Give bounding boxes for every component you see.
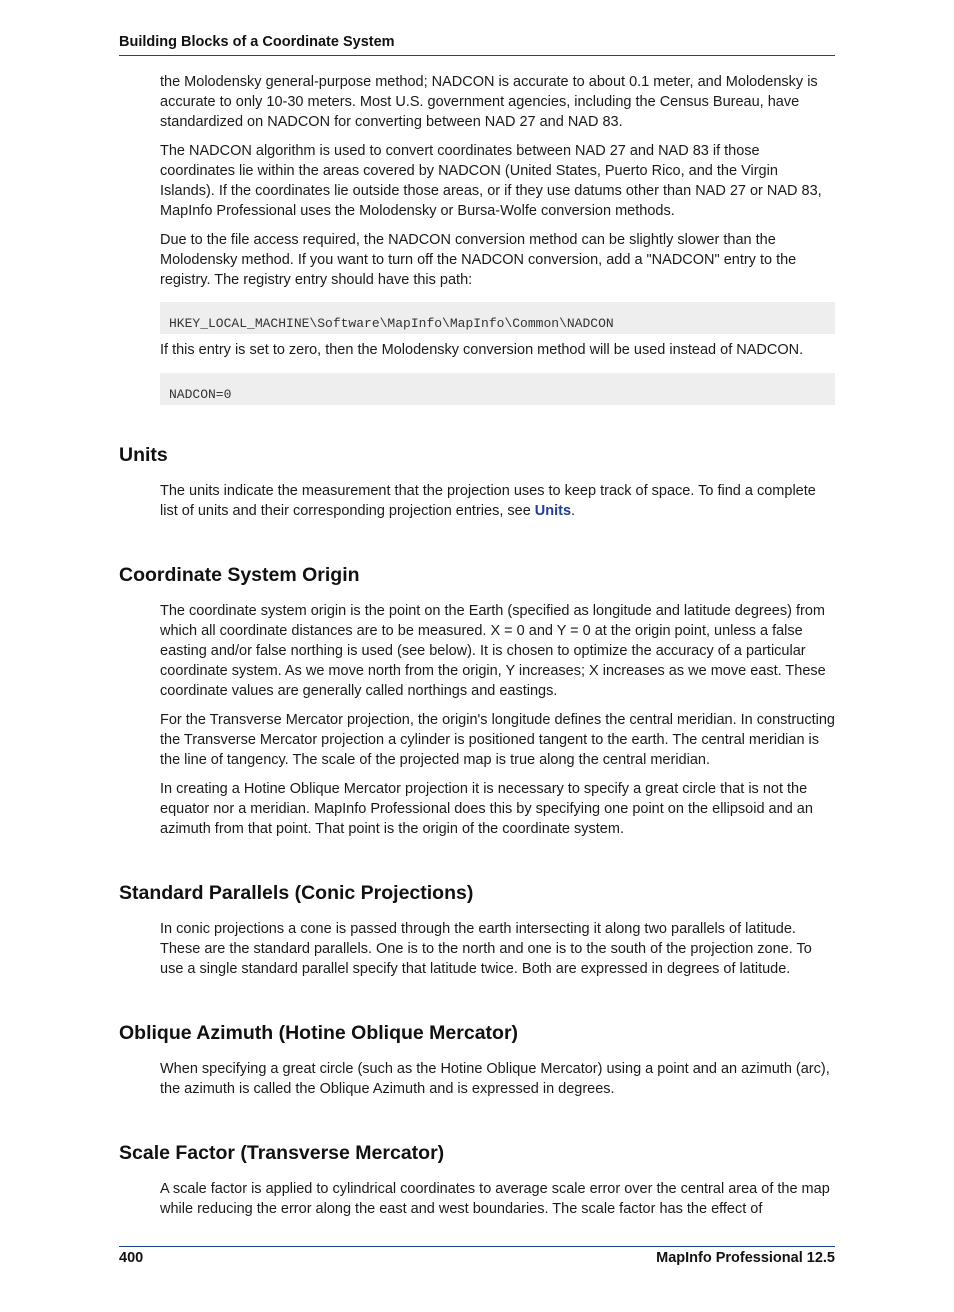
units-text-before: The units indicate the measurement that the projection uses to keep track of space. To find a complete list of units and their corresponding projection entries, see — [160, 483, 816, 519]
section-heading-standard-parallels: Standard Parallels (Conic Projections) — [119, 882, 474, 904]
parallels-paragraph: In conic projections a cone is passed through the earth intersecting it along two parallels of latitude. These are the standard parallels. One is to the north and one is to the south of the projection zone. To use a single standard parallel specify that latitude twice. Both are expressed in degrees of latitude. — [160, 921, 812, 977]
section-heading-scale-factor: Scale Factor (Transverse Mercator) — [119, 1142, 445, 1164]
section-heading-units: Units — [119, 444, 168, 466]
page-number: 400 — [119, 1250, 144, 1266]
units-paragraph — [160, 481, 835, 521]
code-nadcon-value: NADCON=0 — [169, 387, 232, 402]
origin-paragraph-3: In creating a Hotine Oblique Mercator projection it is necessary to specify a great circle that is not the equator nor a meridian. MapInfo Professional does this by specifying one point on the ellipsoid and an azimuth from that point. That point is the origin of the coordinate system. — [160, 781, 813, 837]
units-link[interactable]: Units — [534, 503, 572, 519]
page-content — [119, 72, 835, 1228]
running-header — [119, 34, 835, 56]
units-text-after: . — [571, 503, 576, 519]
code-registry-path: HKEY_LOCAL_MACHINE\Software\MapInfo\MapInfo\Common\NADCON — [169, 316, 614, 331]
code-block-registry-path — [160, 302, 835, 334]
origin-paragraph-1: The coordinate system origin is the point on the Earth (specified as longitude and latitude degrees) from which all coordinate distances are to be measured. X = 0 and Y = 0 at the origin point, unless a false easting and/or false northing is used (see below). It is chosen to optimize the accuracy of a particular coordinate system. As we move north from the origin, Y increases; X increases as we move east. These coordinate values are generally called northings and eastings. — [160, 603, 826, 699]
intro-paragraph-4: If this entry is set to zero, then the Molodensky conversion method will be used instead of NADCON. — [160, 342, 804, 358]
intro-paragraph-1: the Molodensky general-purpose method; NADCON is accurate to about 0.1 meter, and Molodensky is accurate to only 10-30 meters. Most U.S. government agencies, including the Census Bureau, have standardized on NADCON for converting between NAD 27 and NAD 83. — [160, 74, 818, 130]
running-header-title: Building Blocks of a Coordinate System — [119, 34, 395, 50]
code-block-nadcon-value — [160, 373, 835, 405]
intro-paragraph-2: The NADCON algorithm is used to convert coordinates between NAD 27 and NAD 83 if those coordinates lie within the areas covered by NADCON (United States, Puerto Rico, and the Virgin Islands). If the coordinates lie outside those areas, or if they use datums other than NAD 27 or NAD 83, MapInfo Professional uses the Molodensky or Bursa-Wolfe conversion methods. — [160, 143, 822, 219]
running-footer — [119, 1246, 835, 1266]
section-heading-oblique-azimuth: Oblique Azimuth (Hotine Oblique Mercator) — [119, 1022, 519, 1044]
section-heading-coordinate-system-origin: Coordinate System Origin — [119, 564, 360, 586]
product-name: MapInfo Professional 12.5 — [656, 1250, 835, 1266]
origin-paragraph-2: For the Transverse Mercator projection, the origin's longitude defines the central meridian. In constructing the Transverse Mercator projection a cylinder is positioned tangent to the earth. The central meridian is the line of tangency. The scale of the projected map is true along the central meridian. — [160, 712, 835, 768]
scale-paragraph: A scale factor is applied to cylindrical coordinates to average scale error over the central area of the map while reducing the error along the east and west boundaries. The scale factor has the effect of — [160, 1181, 830, 1217]
azimuth-paragraph: When specifying a great circle (such as the Hotine Oblique Mercator) using a point and an azimuth (arc), the azimuth is called the Oblique Azimuth and is expressed in degrees. — [160, 1061, 830, 1097]
intro-paragraph-3: Due to the file access required, the NADCON conversion method can be slightly slower than the Molodensky method. If you want to turn off the NADCON conversion, add a "NADCON" entry to the registry. The registry entry should have this path: — [160, 232, 797, 288]
